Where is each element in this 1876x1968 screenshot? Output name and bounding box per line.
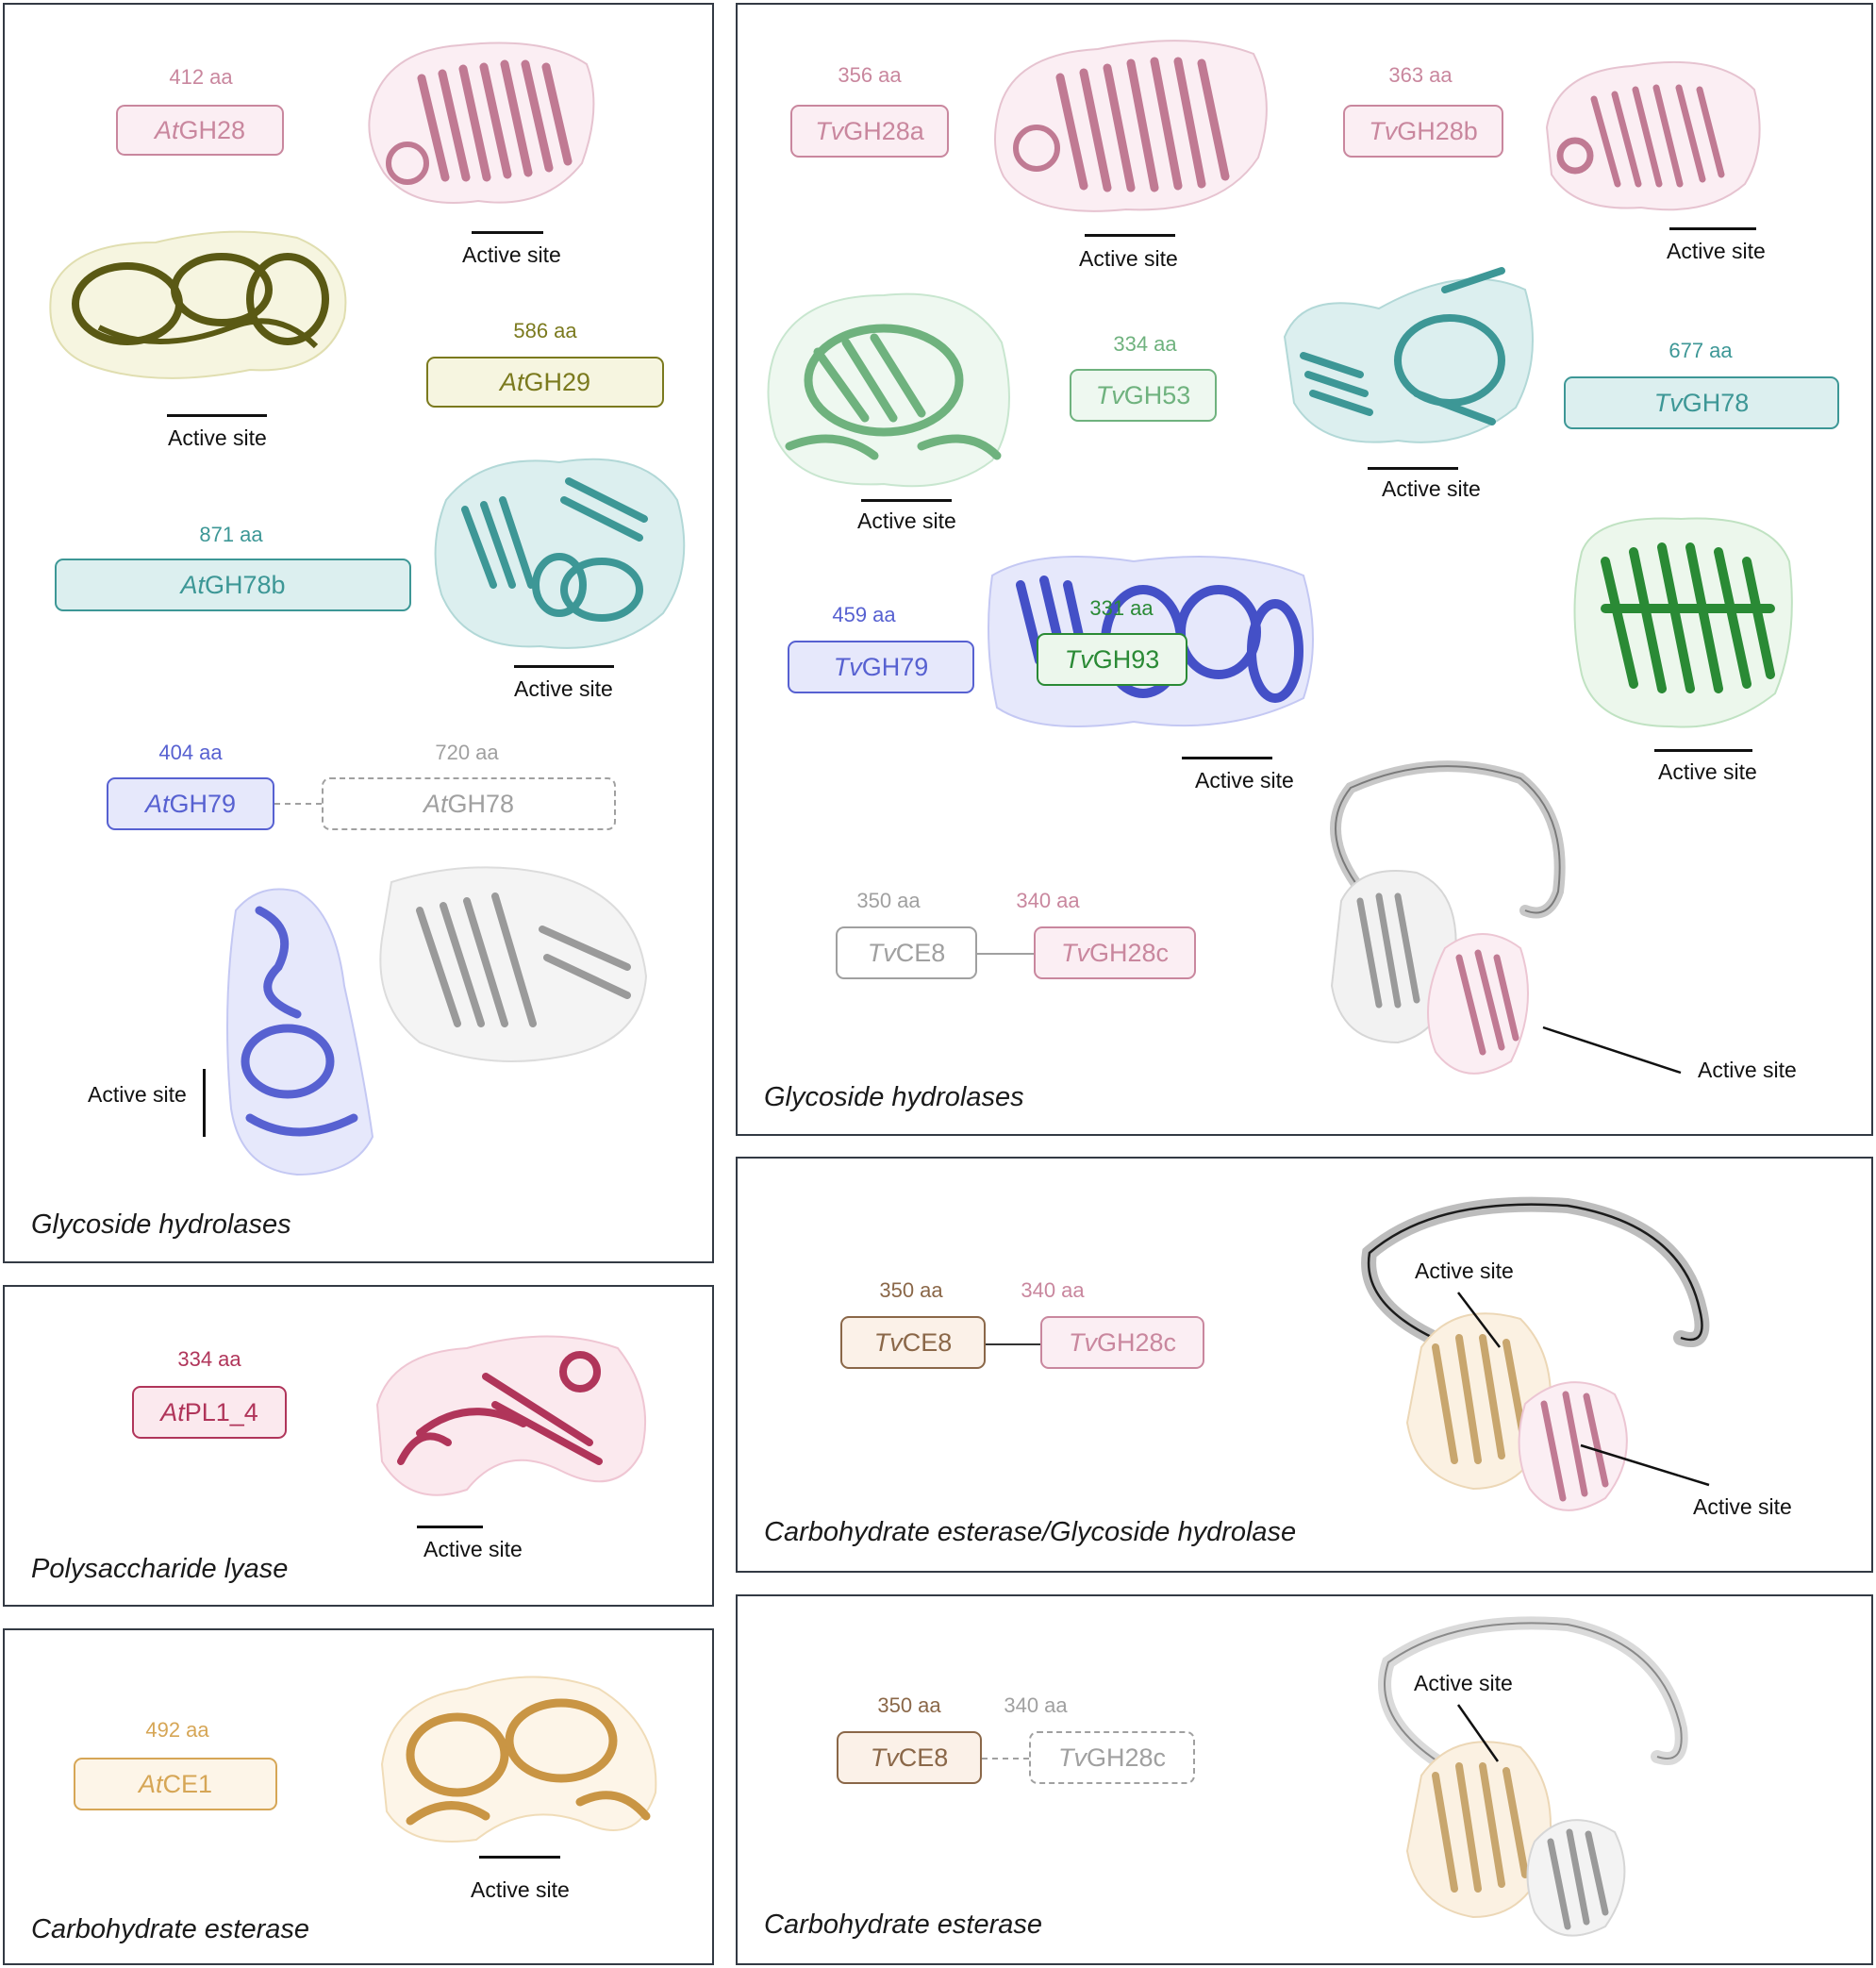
tvgh93-domain-box: Tv GH93: [1037, 633, 1187, 686]
tvgh78-domain-box: Tv GH78: [1564, 376, 1839, 429]
tvgh53-structure: [761, 276, 1016, 493]
panel-e-title: Carbohydrate esterase/Glycoside hydrolase: [764, 1517, 1297, 1547]
tvce8-length: 350 aa: [856, 889, 921, 912]
panel-f-tvce8-domain-box: Tv CE8: [837, 1731, 982, 1784]
atgh78-length: 720 aa: [435, 741, 499, 764]
tvgh93-active-site-line: [1654, 749, 1752, 752]
tvgh79-active-site-line: [1182, 757, 1272, 759]
tvgh28b-active-site-label: Active site: [1667, 239, 1766, 263]
tvgh28b-domain-box: Tv GH28b: [1343, 105, 1503, 158]
atgh79-active-site-line: [203, 1069, 206, 1137]
panel-e-ce8-active-site-pointer: [1454, 1289, 1511, 1355]
atce1-length: 492 aa: [145, 1718, 209, 1742]
tvgh28a-active-site-label: Active site: [1079, 246, 1178, 271]
tvgh28c-active-site-label: Active site: [1698, 1058, 1797, 1082]
atce1-active-site-label: Active site: [471, 1877, 570, 1902]
atpl1-length: 334 aa: [177, 1347, 241, 1371]
tvgh79-domain-box: Tv GH79: [788, 641, 974, 693]
tvgh79-length: 459 aa: [832, 603, 896, 626]
tvgh93-length: 331 aa: [1089, 596, 1154, 620]
tvgh28a-active-site-line: [1085, 234, 1175, 237]
panel-f-tvce8-length: 350 aa: [877, 1693, 941, 1717]
panel-at-carbohydrate-esterase: [3, 1628, 714, 1965]
panel-tv-esterase-hydrolase: [736, 1157, 1873, 1573]
atgh79-domain-box: At GH79: [107, 777, 274, 830]
atgh79-active-site-label: Active site: [88, 1082, 187, 1107]
tvgh28a-domain-box: Tv GH28a: [790, 105, 949, 158]
panel-e-ce8-active-site-label: Active site: [1415, 1259, 1514, 1283]
atce1-structure: [373, 1660, 665, 1859]
tvgh28b-structure: [1537, 42, 1768, 217]
panel-f-tvgh28c-domain-box: Tv GH28c: [1029, 1731, 1195, 1784]
tvgh53-active-site-line: [861, 499, 952, 502]
panel-tv-carbohydrate-esterase: [736, 1594, 1873, 1965]
tvgh28c-active-site-pointer: [1539, 1024, 1690, 1090]
panel-f-active-site-label: Active site: [1414, 1671, 1513, 1695]
tvce8-tvgh28c-linker: [977, 953, 1034, 955]
panel-e-tvgh28c-length: 340 aa: [1021, 1278, 1085, 1302]
atce1-active-site-line: [479, 1856, 560, 1859]
panel-f-active-site-pointer: [1454, 1701, 1511, 1767]
tvgh78-structure: [1275, 252, 1544, 455]
tvgh78-active-site-line: [1368, 467, 1458, 470]
tvce8-tvgh28c-structure: [1294, 759, 1577, 1104]
tvce8-domain-box: Tv CE8: [836, 926, 977, 979]
panel-a-title: Glycoside hydrolases: [31, 1209, 291, 1240]
tvgh93-active-site-label: Active site: [1658, 759, 1757, 784]
tvgh53-length: 334 aa: [1113, 332, 1177, 356]
panel-at-glycoside-hydrolases: [3, 3, 714, 1263]
atgh28-active-site-label: Active site: [462, 242, 561, 267]
atgh28-structure: [356, 22, 606, 215]
atgh29-active-site-line: [167, 414, 267, 417]
tvgh28a-structure: [985, 25, 1277, 219]
atgh28-length: 412 aa: [169, 65, 233, 89]
atgh29-length: 586 aa: [513, 319, 577, 342]
atpl1-active-site-label: Active site: [423, 1537, 523, 1561]
panel-e-tvce8-domain-box: Tv CE8: [840, 1316, 986, 1369]
tvgh93-structure: [1568, 505, 1799, 736]
atgh79-atgh78-structure: [222, 854, 656, 1184]
atgh78b-structure: [427, 443, 693, 660]
atgh79-atgh78-dashed-linker: [274, 803, 322, 805]
panel-f-tvgh28c-length: 340 aa: [1004, 1693, 1068, 1717]
panel-f-title: Carbohydrate esterase: [764, 1910, 1042, 1940]
panel-e-tvgh28c-domain-box: Tv GH28c: [1040, 1316, 1204, 1369]
atpl1-domain-box: At PL1_4: [132, 1386, 287, 1439]
atce1-domain-box: At CE1: [74, 1758, 277, 1810]
tvgh28b-active-site-line: [1669, 227, 1756, 230]
atgh28-active-site-line: [472, 231, 543, 234]
tvgh28a-length: 356 aa: [838, 63, 902, 87]
panel-e-gh28c-active-site-label: Active site: [1693, 1494, 1792, 1519]
tvgh28c-length: 340 aa: [1016, 889, 1080, 912]
tvgh78-active-site-label: Active site: [1382, 476, 1481, 501]
atgh79-length: 404 aa: [158, 741, 223, 764]
tvgh78-length: 677 aa: [1668, 339, 1733, 362]
tvgh79-active-site-label: Active site: [1195, 768, 1294, 792]
atpl1-active-site-line: [417, 1526, 483, 1528]
panel-e-tvce8-length: 350 aa: [879, 1278, 943, 1302]
atgh78b-active-site-line: [514, 665, 614, 668]
tvgh53-domain-box: Tv GH53: [1070, 369, 1217, 422]
atgh78b-active-site-label: Active site: [514, 676, 613, 701]
atpl1-structure: [363, 1320, 656, 1509]
atgh78-domain-box: At GH78: [322, 777, 616, 830]
atgh29-active-site-label: Active site: [168, 425, 267, 450]
panel-f-dashed-linker: [982, 1758, 1029, 1760]
panel-d-title: Glycoside hydrolases: [764, 1082, 1024, 1112]
atgh78b-domain-box: At GH78b: [55, 559, 411, 611]
atgh78b-length: 871 aa: [199, 523, 263, 546]
panel-b-title: Polysaccharide lyase: [31, 1554, 289, 1584]
panel-f-structure: [1332, 1606, 1709, 1955]
panel-c-title: Carbohydrate esterase: [31, 1914, 309, 1944]
atgh28-domain-box: At GH28: [116, 105, 284, 156]
atgh29-domain-box: At GH29: [426, 357, 664, 408]
panel-tv-glycoside-hydrolases: [736, 3, 1873, 1136]
panel-e-gh28c-active-site-pointer: [1577, 1442, 1718, 1498]
panel-polysaccharide-lyase: [3, 1285, 714, 1607]
atgh29-structure: [42, 214, 358, 393]
tvgh28c-domain-box: Tv GH28c: [1034, 926, 1196, 979]
tvgh53-active-site-label: Active site: [857, 509, 956, 533]
panel-e-linker: [986, 1343, 1040, 1345]
tvgh28b-length: 363 aa: [1388, 63, 1453, 87]
